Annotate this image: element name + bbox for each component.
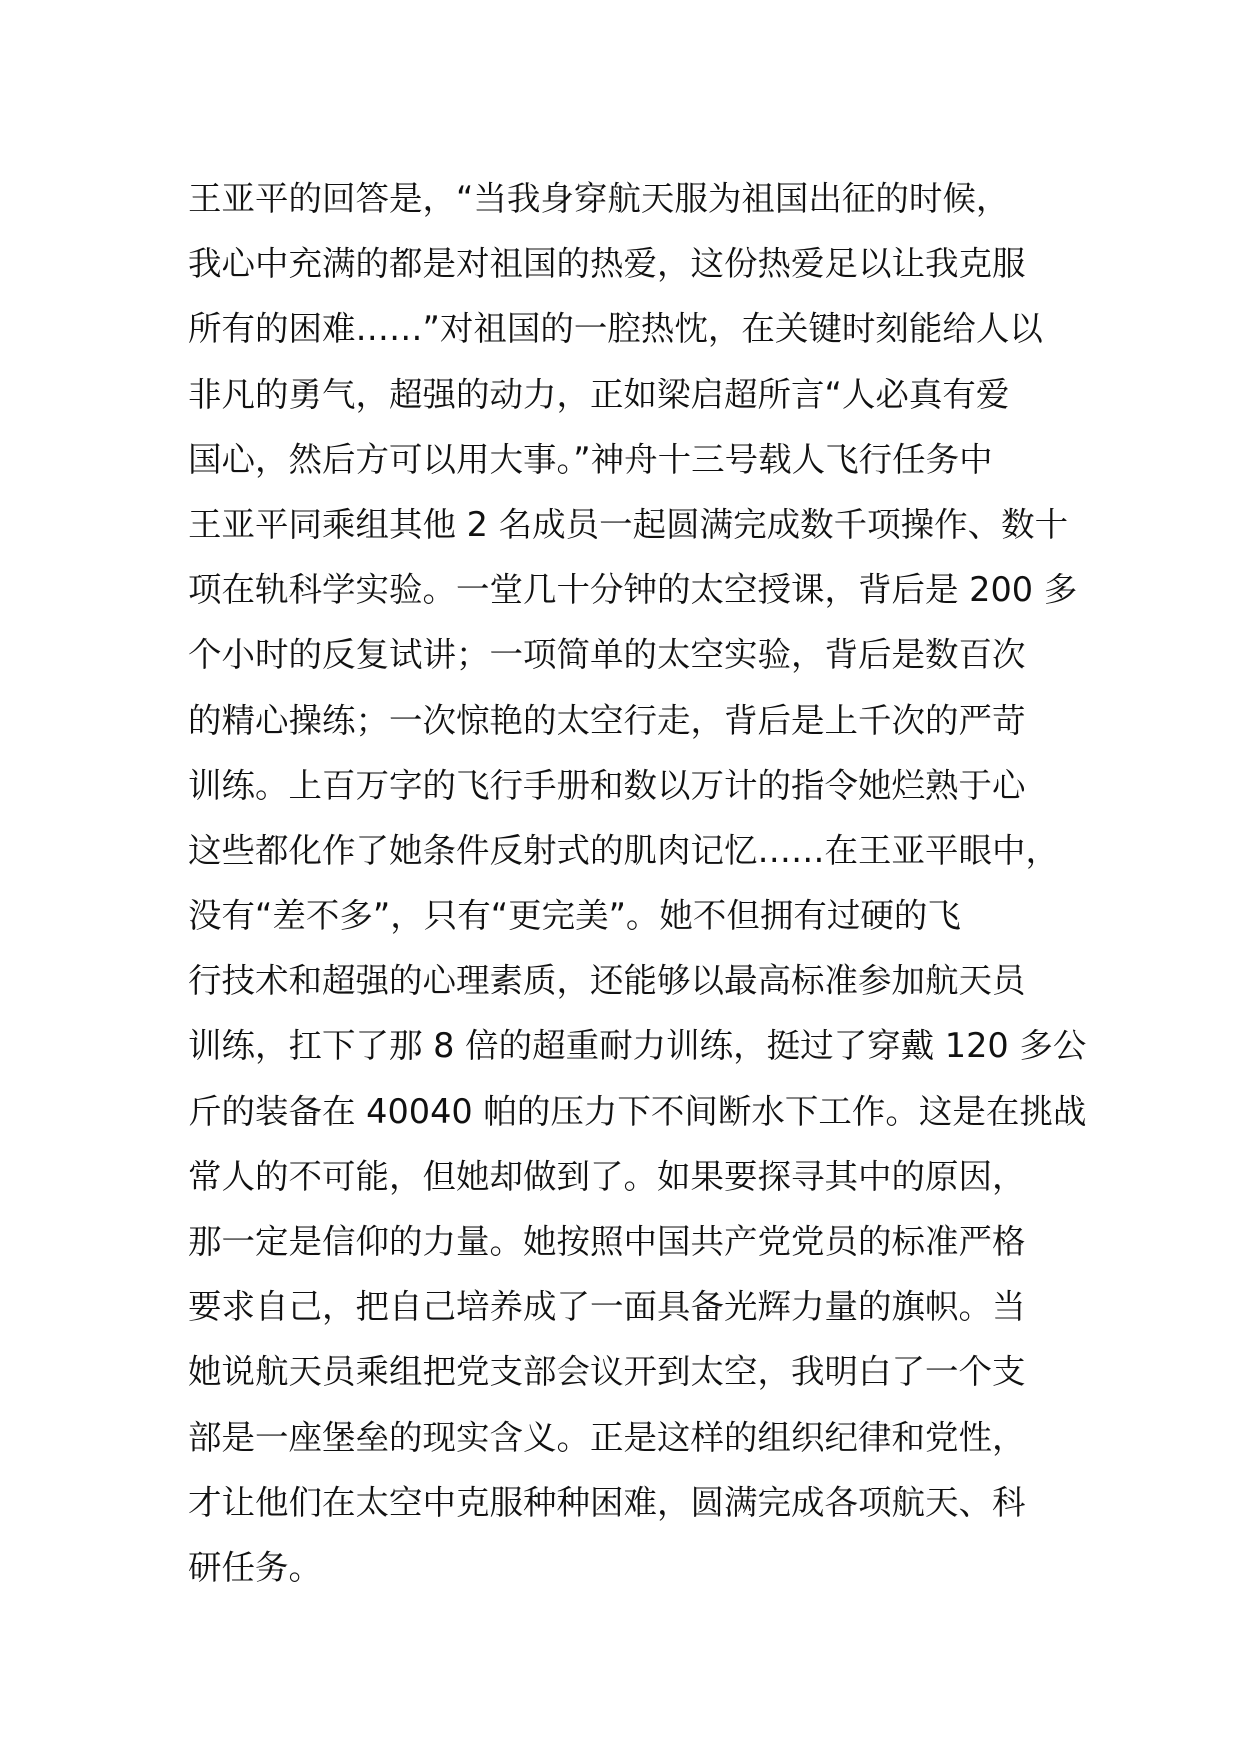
text-line: 这些都化作了她条件反射式的肌肉记忆……在王亚平眼中，: [188, 830, 1059, 870]
text-line: 非凡的勇气，超强的动力，正如梁启超所言“人必真有爱: [188, 374, 1010, 414]
text-line: 才让他们在太空中克服种种困难，圆满完成各项航天、科: [188, 1482, 1026, 1522]
text-line: 的精心操练；一次惊艳的太空行走，背后是上千次的严苛: [188, 700, 1026, 740]
text-line: 王亚平同乘组其他 2 名成员一起圆满完成数千项操作、数十: [188, 504, 1069, 544]
text-line: 常人的不可能，但她却做到了。如果要探寻其中的原因，: [188, 1156, 1026, 1196]
text-line: 我心中充满的都是对祖国的热爱，这份热爱足以让我克服: [188, 244, 1026, 284]
text-line: 王亚平的回答是，“当我身穿航天服为祖国出征的时候，: [188, 179, 1010, 218]
text-line: 国心，然后方可以用大事。”神舟十三号载人飞行任务中: [188, 439, 993, 479]
text-line: 项在轨科学实验。一堂几十分钟的太空授课，背后是 200 多: [188, 570, 1078, 610]
text-line: 行技术和超强的心理素质，还能够以最高标准参加航天员: [188, 961, 1026, 1001]
text-line: 斤的装备在 40040 帕的压力下不间断水下工作。这是在挑战: [188, 1091, 1087, 1131]
text-line: 她说航天员乘组把党支部会议开到太空，我明白了一个支: [188, 1352, 1026, 1392]
text-line: 个小时的反复试讲；一项简单的太空实验，背后是数百次: [188, 635, 1026, 675]
body-paragraph: [188, 166, 1087, 1600]
text-line: 训练，扛下了那 8 倍的超重耐力训练，挺过了穿戴 120 多公: [188, 1026, 1087, 1066]
text-line: 部是一座堡垒的现实含义。正是这样的组织纪律和党性，: [188, 1417, 1026, 1457]
text-line: 没有“差不多”，只有“更完美”。她不但拥有过硬的飞: [188, 896, 961, 936]
text-line: 那一定是信仰的力量。她按照中国共产党党员的标准严格: [188, 1222, 1026, 1261]
text-line: 要求自己，把自己培养成了一面具备光辉力量的旗帜。当: [188, 1287, 1026, 1327]
text-line: 训练。上百万字的飞行手册和数以万计的指令她烂熟于心: [188, 765, 1026, 805]
text-line: 研任务。: [188, 1547, 322, 1587]
text-line: 所有的困难……”对祖国的一腔热忱，在关键时刻能给人以: [188, 309, 1043, 349]
